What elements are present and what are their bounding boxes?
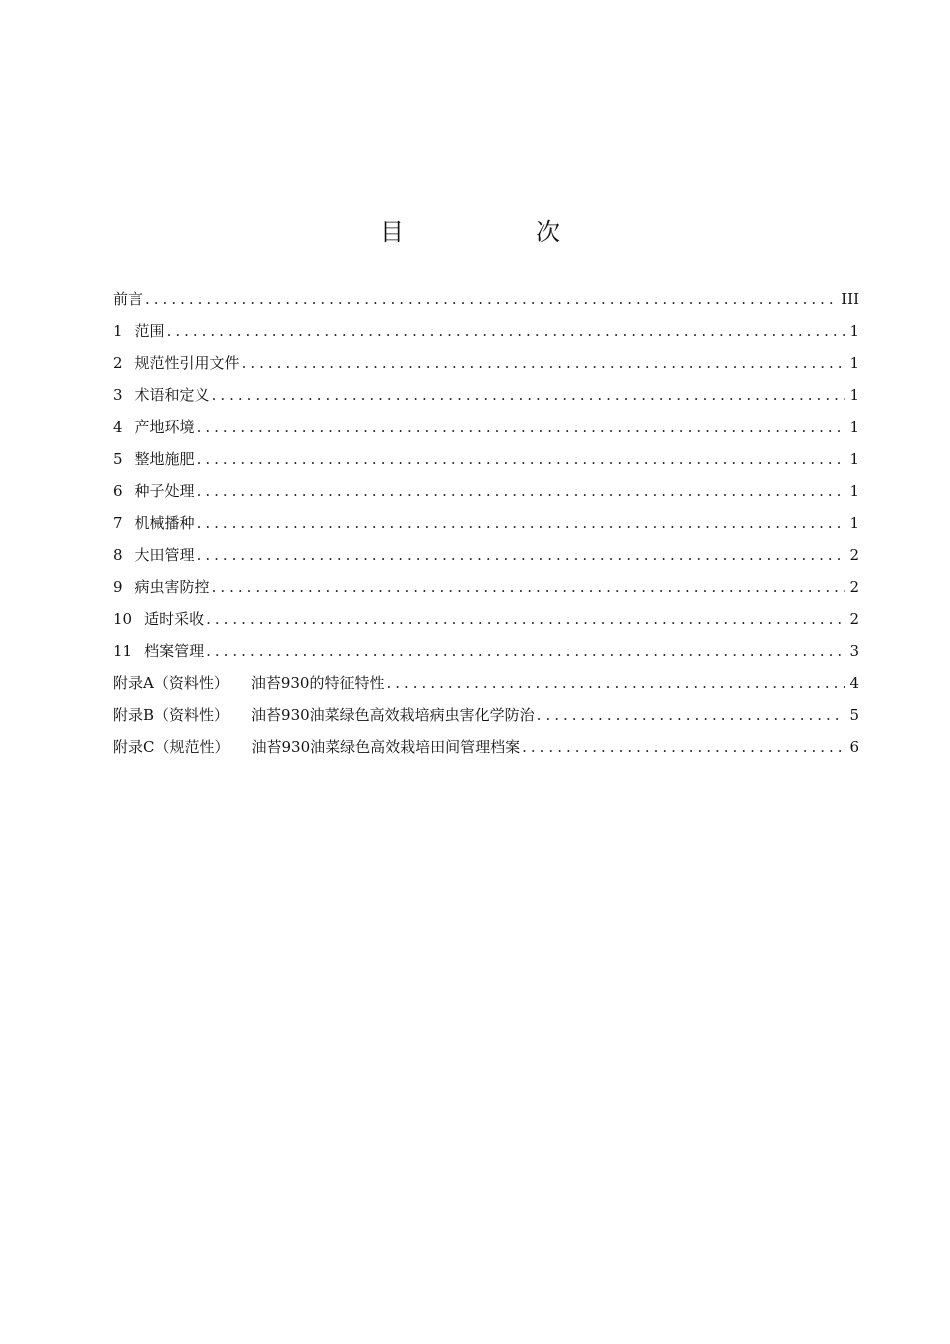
toc-page-number: 1 — [849, 354, 859, 372]
toc-section-number: 7 — [113, 514, 123, 532]
toc-section-number: 11 — [113, 642, 133, 660]
toc-entry-title: 整地施肥 — [134, 450, 195, 468]
toc-entry-title: 大田管理 — [134, 546, 195, 564]
toc-page-number: 1 — [849, 322, 859, 340]
toc-page-number: 1 — [849, 482, 859, 500]
appendix-label: 附录C（规范性） — [113, 738, 230, 756]
toc-page-number: 2 — [849, 546, 859, 564]
dot-leader — [537, 701, 845, 729]
appendix-label: 附录A（资料性） — [113, 674, 229, 692]
toc-page-number: III — [841, 290, 859, 308]
toc-page-number: 1 — [849, 450, 859, 468]
toc-page-number: 2 — [849, 610, 859, 628]
toc-page-number: 1 — [849, 418, 859, 436]
toc-section-number: 5 — [113, 450, 123, 468]
toc-entry-title: 油苔930的特征特性 — [250, 674, 385, 692]
toc-entry-title: 范围 — [134, 322, 165, 340]
toc-section-number: 10 — [113, 610, 133, 628]
toc-entry-4[interactable] — [113, 413, 859, 445]
toc-entry-10[interactable] — [113, 605, 859, 637]
toc-entry-title: 种子处理 — [134, 482, 195, 500]
toc-entry-2[interactable] — [113, 349, 859, 381]
toc-entry-11[interactable] — [113, 637, 859, 669]
dot-leader — [197, 445, 845, 473]
toc-entry-appendix-c[interactable] — [113, 733, 859, 765]
toc-entry-title: 前言 — [113, 290, 144, 308]
dot-leader — [242, 349, 845, 377]
toc-section-number: 8 — [113, 546, 123, 564]
dot-leader — [197, 541, 845, 569]
toc-section-number: 6 — [113, 482, 123, 500]
toc-page-number: 2 — [849, 578, 859, 596]
toc-page-number: 3 — [849, 642, 859, 660]
dot-leader — [197, 413, 845, 441]
table-of-contents — [113, 285, 859, 765]
dot-leader — [212, 573, 845, 601]
appendix-label: 附录B（资料性） — [113, 706, 230, 724]
dot-leader — [386, 669, 845, 697]
toc-title: 目 次 — [380, 218, 614, 247]
toc-entry-appendix-b[interactable] — [113, 701, 859, 733]
dot-leader — [197, 477, 845, 505]
toc-entry-6[interactable] — [113, 477, 859, 509]
toc-entry-8[interactable] — [113, 541, 859, 573]
toc-page-number: 1 — [849, 514, 859, 532]
toc-section-number: 2 — [113, 354, 123, 372]
dot-leader — [206, 637, 845, 665]
dot-leader — [206, 605, 845, 633]
toc-section-number: 1 — [113, 322, 123, 340]
toc-section-number: 3 — [113, 386, 123, 404]
toc-section-number: 4 — [113, 418, 123, 436]
toc-entry-title: 适时采收 — [144, 610, 205, 628]
toc-entry-foreword[interactable] — [113, 285, 859, 317]
dot-leader — [212, 381, 845, 409]
toc-entry-appendix-a[interactable] — [113, 669, 859, 701]
toc-page-number: 6 — [849, 738, 859, 756]
toc-entry-title: 产地环境 — [134, 418, 195, 436]
toc-page-number: 1 — [849, 386, 859, 404]
toc-entry-title: 规范性引用文件 — [134, 354, 240, 372]
dot-leader — [522, 733, 845, 761]
toc-section-number: 9 — [113, 578, 123, 596]
dot-leader — [145, 285, 837, 313]
toc-page-number: 5 — [849, 706, 859, 724]
toc-entry-title: 术语和定义 — [134, 386, 210, 404]
dot-leader — [197, 509, 845, 537]
toc-entry-5[interactable] — [113, 445, 859, 477]
toc-entry-title: 病虫害防控 — [134, 578, 210, 596]
toc-entry-9[interactable] — [113, 573, 859, 605]
toc-page-number: 4 — [849, 674, 859, 692]
toc-entry-title: 档案管理 — [144, 642, 205, 660]
toc-entry-3[interactable] — [113, 381, 859, 413]
toc-entry-title: 油苔930油菜绿色高效栽培田间管理档案 — [251, 738, 521, 756]
toc-entry-title: 油苔930油菜绿色高效栽培病虫害化学防治 — [251, 706, 535, 724]
toc-entry-7[interactable] — [113, 509, 859, 541]
dot-leader — [167, 317, 845, 345]
toc-entry-title: 机械播种 — [134, 514, 195, 532]
toc-entry-1[interactable] — [113, 317, 859, 349]
